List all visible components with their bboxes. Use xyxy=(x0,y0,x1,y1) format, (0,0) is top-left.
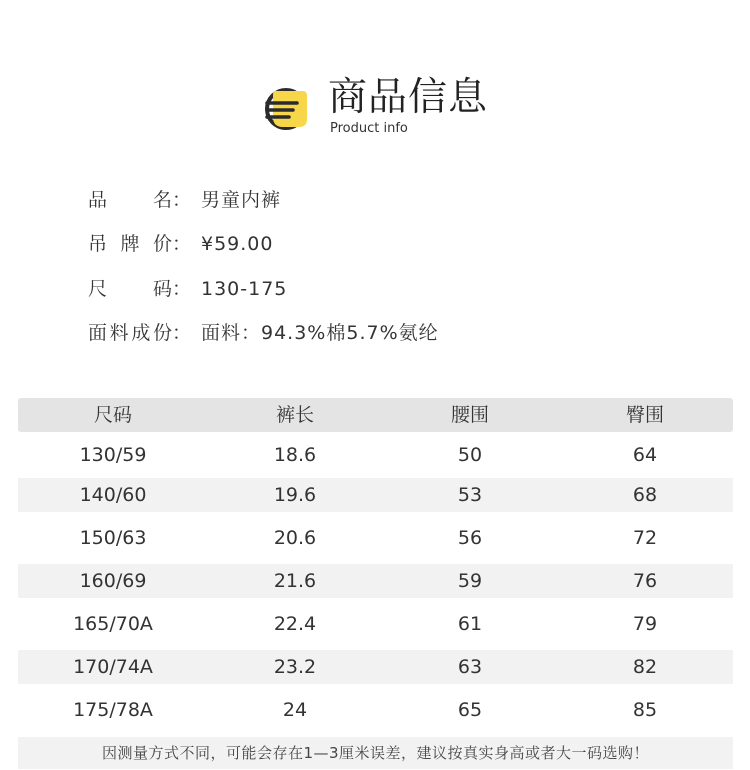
table-cell: 175/78A xyxy=(73,699,153,721)
table-header-row xyxy=(18,398,733,432)
table-cell: 21.6 xyxy=(273,570,317,592)
info-separator: ： xyxy=(172,233,192,255)
table-row xyxy=(18,478,733,512)
table-row xyxy=(18,521,733,555)
column-header-length: 裤长 xyxy=(275,404,314,426)
column-header-hip: 臀围 xyxy=(625,404,664,426)
info-label-char: 料 xyxy=(109,322,129,344)
table-cell: 20.6 xyxy=(273,527,317,549)
info-label-char: 份 xyxy=(152,322,172,344)
table-row xyxy=(18,650,733,684)
table-cell: 165/70A xyxy=(73,613,153,635)
table-cell: 130/59 xyxy=(79,444,147,466)
table-cell: 50 xyxy=(457,444,483,466)
table-cell: 23.2 xyxy=(273,656,317,678)
info-value: 男童内裤 xyxy=(201,189,282,211)
info-value: 130-175 xyxy=(201,278,288,300)
info-label-char: 牌 xyxy=(120,233,140,255)
table-cell: 140/60 xyxy=(79,484,147,506)
table-row xyxy=(18,438,733,472)
section-header xyxy=(0,72,750,142)
section-title: 商品信息 xyxy=(328,75,489,120)
document-lines-icon xyxy=(263,86,313,132)
table-cell: 85 xyxy=(632,699,658,721)
info-label xyxy=(88,315,172,351)
table-cell: 72 xyxy=(632,527,658,549)
column-header-size: 尺码 xyxy=(93,404,132,426)
table-cell: 82 xyxy=(632,656,658,678)
measurement-note: 因测量方式不同，可能会存在1—3厘米误差，建议按真实身高或者大一码选购！ xyxy=(18,737,733,769)
table-cell: 24 xyxy=(282,699,308,721)
info-label xyxy=(88,226,172,262)
table-cell: 150/63 xyxy=(79,527,147,549)
table-cell: 59 xyxy=(457,570,483,592)
info-label-char: 码 xyxy=(152,278,172,300)
info-label-char: 成 xyxy=(131,322,151,344)
info-label-char: 面 xyxy=(88,322,108,344)
table-row xyxy=(18,693,733,727)
column-header-waist: 腰围 xyxy=(450,404,489,426)
table-cell: 19.6 xyxy=(273,484,317,506)
info-separator: ： xyxy=(172,278,192,300)
table-cell: 79 xyxy=(632,613,658,635)
table-cell: 53 xyxy=(457,484,483,506)
table-cell: 18.6 xyxy=(273,444,317,466)
info-value: 面料：94.3%棉5.7%氨纶 xyxy=(201,322,439,344)
table-cell: 65 xyxy=(457,699,483,721)
table-row xyxy=(18,564,733,598)
table-cell: 68 xyxy=(632,484,658,506)
table-cell: 22.4 xyxy=(273,613,317,635)
info-label-char: 名 xyxy=(152,189,172,211)
table-cell: 61 xyxy=(457,613,483,635)
table-cell: 56 xyxy=(457,527,483,549)
section-subtitle: Product info xyxy=(330,121,408,136)
info-value: ¥59.00 xyxy=(201,233,274,255)
table-row xyxy=(18,607,733,641)
table-cell: 63 xyxy=(457,656,483,678)
info-label-char: 尺 xyxy=(88,278,108,300)
table-cell: 64 xyxy=(632,444,658,466)
info-separator: ： xyxy=(172,189,192,211)
info-separator: ： xyxy=(172,322,192,344)
info-label-char: 吊 xyxy=(88,233,108,255)
table-cell: 170/74A xyxy=(73,656,153,678)
info-label-char: 品 xyxy=(88,189,108,211)
table-cell: 76 xyxy=(632,570,658,592)
info-label-char: 价 xyxy=(152,233,172,255)
table-cell: 160/69 xyxy=(79,570,147,592)
